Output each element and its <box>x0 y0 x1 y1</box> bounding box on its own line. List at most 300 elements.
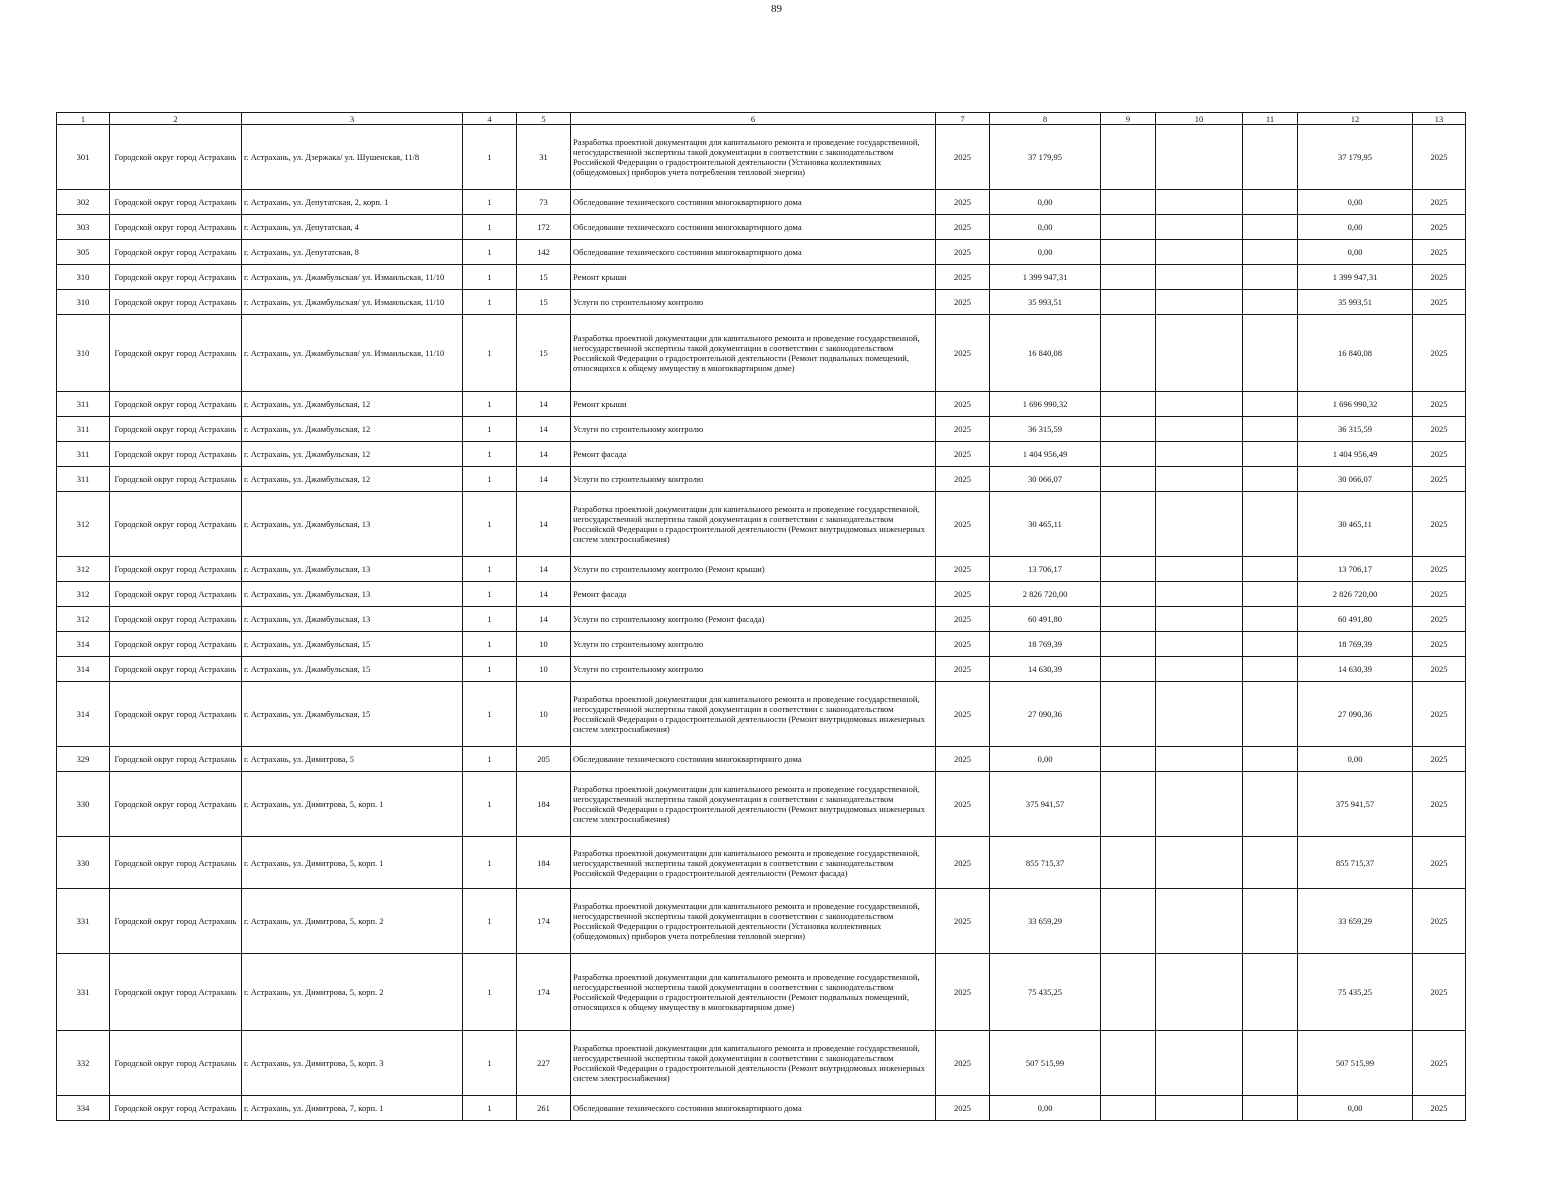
table-row <box>57 125 1466 190</box>
col9-cell <box>1101 290 1156 315</box>
total-cell: 33 659,29 <box>1298 889 1413 954</box>
table-row <box>57 1096 1466 1121</box>
year-end-cell: 2025 <box>1413 492 1466 557</box>
col4-cell: 1 <box>463 582 517 607</box>
table-row <box>57 607 1466 632</box>
column-header: 3 <box>242 113 463 125</box>
col4-cell: 1 <box>463 954 517 1031</box>
total-cell: 0,00 <box>1298 240 1413 265</box>
year-cell: 2025 <box>936 632 990 657</box>
col10-cell <box>1156 682 1243 747</box>
col11-cell <box>1243 125 1298 190</box>
col5-cell: 15 <box>517 290 571 315</box>
municipality-cell: Городской округ город Астрахань <box>110 954 242 1031</box>
col9-cell <box>1101 215 1156 240</box>
work-type-cell: Разработка проектной документации для капитального ремонта и проведение государственной, негосударственной экспертизы такой документации в соответствии с законодательством Российской Федерации о градостроительной деятельности (Ремонт подвальных помещений, относящихся к общему имуществу в многоквартирном доме) <box>571 315 936 392</box>
municipality-cell: Городской округ город Астрахань <box>110 1096 242 1121</box>
work-type-cell: Обследование технического состояния многоквартирного дома <box>571 747 936 772</box>
address-cell: г. Астрахань, ул. Дзержака/ ул. Шушенская, 11/8 <box>242 125 463 190</box>
column-header: 2 <box>110 113 242 125</box>
year-cell: 2025 <box>936 392 990 417</box>
table-row <box>57 747 1466 772</box>
col11-cell <box>1243 265 1298 290</box>
table-row <box>57 582 1466 607</box>
row-number-cell: 305 <box>57 240 110 265</box>
year-end-cell: 2025 <box>1413 607 1466 632</box>
col9-cell <box>1101 607 1156 632</box>
year-cell: 2025 <box>936 607 990 632</box>
col10-cell <box>1156 417 1243 442</box>
col9-cell <box>1101 467 1156 492</box>
cost-cell: 1 399 947,31 <box>990 265 1101 290</box>
col9-cell <box>1101 315 1156 392</box>
col4-cell: 1 <box>463 607 517 632</box>
col5-cell: 14 <box>517 417 571 442</box>
table-row <box>57 265 1466 290</box>
total-cell: 75 435,25 <box>1298 954 1413 1031</box>
row-number-cell: 301 <box>57 125 110 190</box>
col4-cell: 1 <box>463 190 517 215</box>
column-header: 8 <box>990 113 1101 125</box>
row-number-cell: 310 <box>57 265 110 290</box>
municipality-cell: Городской округ город Астрахань <box>110 582 242 607</box>
col11-cell <box>1243 682 1298 747</box>
address-cell: г. Астрахань, ул. Джамбульская, 15 <box>242 682 463 747</box>
total-cell: 2 826 720,00 <box>1298 582 1413 607</box>
col5-cell: 31 <box>517 125 571 190</box>
col9-cell <box>1101 442 1156 467</box>
address-cell: г. Астрахань, ул. Джамбульская/ ул. Измаильская, 11/10 <box>242 265 463 290</box>
municipality-cell: Городской округ город Астрахань <box>110 392 242 417</box>
col4-cell: 1 <box>463 392 517 417</box>
col10-cell <box>1156 315 1243 392</box>
address-cell: г. Астрахань, ул. Димитрова, 5, корп. 2 <box>242 954 463 1031</box>
year-end-cell: 2025 <box>1413 1031 1466 1096</box>
municipality-cell: Городской округ город Астрахань <box>110 125 242 190</box>
year-cell: 2025 <box>936 265 990 290</box>
cost-cell: 75 435,25 <box>990 954 1101 1031</box>
table-header <box>57 113 1466 125</box>
cost-cell: 1 404 956,49 <box>990 442 1101 467</box>
table-row <box>57 772 1466 837</box>
municipality-cell: Городской округ город Астрахань <box>110 772 242 837</box>
year-end-cell: 2025 <box>1413 442 1466 467</box>
col11-cell <box>1243 417 1298 442</box>
col4-cell: 1 <box>463 772 517 837</box>
col9-cell <box>1101 190 1156 215</box>
cost-cell: 507 515,99 <box>990 1031 1101 1096</box>
municipality-cell: Городской округ город Астрахань <box>110 417 242 442</box>
work-type-cell: Услуги по строительному контролю (Ремонт крыши) <box>571 557 936 582</box>
cost-cell: 0,00 <box>990 190 1101 215</box>
cost-cell: 0,00 <box>990 1096 1101 1121</box>
col10-cell <box>1156 557 1243 582</box>
year-end-cell: 2025 <box>1413 190 1466 215</box>
col9-cell <box>1101 1096 1156 1121</box>
work-type-cell: Услуги по строительному контролю <box>571 467 936 492</box>
col10-cell <box>1156 467 1243 492</box>
year-cell: 2025 <box>936 1031 990 1096</box>
col9-cell <box>1101 747 1156 772</box>
work-type-cell: Ремонт фасада <box>571 582 936 607</box>
col10-cell <box>1156 392 1243 417</box>
year-end-cell: 2025 <box>1413 215 1466 240</box>
cost-cell: 37 179,95 <box>990 125 1101 190</box>
table-row <box>57 557 1466 582</box>
row-number-cell: 303 <box>57 215 110 240</box>
table-row <box>57 290 1466 315</box>
col5-cell: 15 <box>517 265 571 290</box>
work-type-cell: Разработка проектной документации для капитального ремонта и проведение государственной, негосударственной экспертизы такой документации в соответствии с законодательством Российской Федерации о градостроительной деятельности (Ремонт подвальных помещений, относящихся к общему имуществу в многоквартирном доме) <box>571 954 936 1031</box>
address-cell: г. Астрахань, ул. Димитрова, 5, корп. 1 <box>242 772 463 837</box>
total-cell: 18 769,39 <box>1298 632 1413 657</box>
table-row <box>57 657 1466 682</box>
column-header: 5 <box>517 113 571 125</box>
col10-cell <box>1156 215 1243 240</box>
year-cell: 2025 <box>936 417 990 442</box>
col10-cell <box>1156 747 1243 772</box>
row-number-cell: 312 <box>57 557 110 582</box>
col4-cell: 1 <box>463 632 517 657</box>
cost-cell: 0,00 <box>990 240 1101 265</box>
col4-cell: 1 <box>463 215 517 240</box>
work-type-cell: Услуги по строительному контролю (Ремонт фасада) <box>571 607 936 632</box>
col5-cell: 205 <box>517 747 571 772</box>
municipality-cell: Городской округ город Астрахань <box>110 265 242 290</box>
col11-cell <box>1243 657 1298 682</box>
col5-cell: 15 <box>517 315 571 392</box>
work-type-cell: Услуги по строительному контролю <box>571 290 936 315</box>
table-row <box>57 632 1466 657</box>
municipality-cell: Городской округ город Астрахань <box>110 492 242 557</box>
row-number-cell: 310 <box>57 290 110 315</box>
col9-cell <box>1101 657 1156 682</box>
col9-cell <box>1101 417 1156 442</box>
column-header: 13 <box>1413 113 1466 125</box>
col10-cell <box>1156 1096 1243 1121</box>
col10-cell <box>1156 1031 1243 1096</box>
address-cell: г. Астрахань, ул. Джамбульская/ ул. Измаильская, 11/10 <box>242 315 463 392</box>
col10-cell <box>1156 265 1243 290</box>
col5-cell: 73 <box>517 190 571 215</box>
row-number-cell: 331 <box>57 889 110 954</box>
cost-cell: 375 941,57 <box>990 772 1101 837</box>
table-row <box>57 442 1466 467</box>
year-end-cell: 2025 <box>1413 265 1466 290</box>
col5-cell: 14 <box>517 557 571 582</box>
work-type-cell: Услуги по строительному контролю <box>571 417 936 442</box>
work-type-cell: Разработка проектной документации для капитального ремонта и проведение государственной, негосударственной экспертизы такой документации в соответствии с законодательством Российской Федерации о градостроительной деятельности (Установка коллективных (общедомовых) приборов учета потребления тепловой энергии) <box>571 889 936 954</box>
total-cell: 0,00 <box>1298 190 1413 215</box>
year-cell: 2025 <box>936 657 990 682</box>
cost-cell: 0,00 <box>990 747 1101 772</box>
col11-cell <box>1243 315 1298 392</box>
col10-cell <box>1156 954 1243 1031</box>
work-type-cell: Разработка проектной документации для капитального ремонта и проведение государственной, негосударственной экспертизы такой документации в соответствии с законодательством Российской Федерации о градостроительной деятельности (Ремонт внутридомовых инженерных систем электроснабжения) <box>571 492 936 557</box>
column-header: 11 <box>1243 113 1298 125</box>
total-cell: 855 715,37 <box>1298 837 1413 889</box>
cost-cell: 36 315,59 <box>990 417 1101 442</box>
col9-cell <box>1101 125 1156 190</box>
municipality-cell: Городской округ город Астрахань <box>110 607 242 632</box>
work-type-cell: Разработка проектной документации для капитального ремонта и проведение государственной, негосударственной экспертизы такой документации в соответствии с законодательством Российской Федерации о градостроительной деятельности (Ремонт фасада) <box>571 837 936 889</box>
col10-cell <box>1156 125 1243 190</box>
work-type-cell: Разработка проектной документации для капитального ремонта и проведение государственной, негосударственной экспертизы такой документации в соответствии с законодательством Российской Федерации о градостроительной деятельности (Ремонт внутридомовых инженерных систем электроснабжения) <box>571 772 936 837</box>
row-number-cell: 314 <box>57 657 110 682</box>
col9-cell <box>1101 954 1156 1031</box>
col10-cell <box>1156 290 1243 315</box>
col4-cell: 1 <box>463 837 517 889</box>
col5-cell: 172 <box>517 215 571 240</box>
municipality-cell: Городской округ город Астрахань <box>110 632 242 657</box>
col11-cell <box>1243 557 1298 582</box>
column-header: 1 <box>57 113 110 125</box>
table-row <box>57 837 1466 889</box>
municipality-cell: Городской округ город Астрахань <box>110 889 242 954</box>
address-cell: г. Астрахань, ул. Джамбульская, 12 <box>242 417 463 442</box>
table-row <box>57 417 1466 442</box>
col5-cell: 14 <box>517 492 571 557</box>
address-cell: г. Астрахань, ул. Димитрова, 5, корп. 1 <box>242 837 463 889</box>
row-number-cell: 331 <box>57 954 110 1031</box>
row-number-cell: 311 <box>57 442 110 467</box>
year-cell: 2025 <box>936 467 990 492</box>
col11-cell <box>1243 392 1298 417</box>
table-row <box>57 315 1466 392</box>
total-cell: 0,00 <box>1298 747 1413 772</box>
municipality-cell: Городской округ город Астрахань <box>110 240 242 265</box>
col5-cell: 10 <box>517 682 571 747</box>
table-row <box>57 392 1466 417</box>
year-cell: 2025 <box>936 290 990 315</box>
col11-cell <box>1243 240 1298 265</box>
row-number-cell: 311 <box>57 417 110 442</box>
table-row <box>57 889 1466 954</box>
col10-cell <box>1156 837 1243 889</box>
total-cell: 16 840,08 <box>1298 315 1413 392</box>
col4-cell: 1 <box>463 417 517 442</box>
col5-cell: 14 <box>517 607 571 632</box>
col4-cell: 1 <box>463 442 517 467</box>
cost-cell: 855 715,37 <box>990 837 1101 889</box>
year-cell: 2025 <box>936 582 990 607</box>
municipality-cell: Городской округ город Астрахань <box>110 1031 242 1096</box>
year-end-cell: 2025 <box>1413 837 1466 889</box>
total-cell: 0,00 <box>1298 215 1413 240</box>
year-end-cell: 2025 <box>1413 392 1466 417</box>
address-cell: г. Астрахань, ул. Депутатская, 8 <box>242 240 463 265</box>
col4-cell: 1 <box>463 682 517 747</box>
col11-cell <box>1243 492 1298 557</box>
col10-cell <box>1156 442 1243 467</box>
col10-cell <box>1156 582 1243 607</box>
work-type-cell: Обследование технического состояния многоквартирного дома <box>571 215 936 240</box>
cost-cell: 2 826 720,00 <box>990 582 1101 607</box>
cost-cell: 27 090,36 <box>990 682 1101 747</box>
col5-cell: 261 <box>517 1096 571 1121</box>
col11-cell <box>1243 442 1298 467</box>
row-number-cell: 334 <box>57 1096 110 1121</box>
address-cell: г. Астрахань, ул. Димитрова, 5, корп. 2 <box>242 889 463 954</box>
address-cell: г. Астрахань, ул. Депутатская, 2, корп. 1 <box>242 190 463 215</box>
col9-cell <box>1101 889 1156 954</box>
col11-cell <box>1243 1096 1298 1121</box>
row-number-cell: 310 <box>57 315 110 392</box>
address-cell: г. Астрахань, ул. Джамбульская, 13 <box>242 607 463 632</box>
table-row <box>57 190 1466 215</box>
year-end-cell: 2025 <box>1413 240 1466 265</box>
year-cell: 2025 <box>936 492 990 557</box>
col11-cell <box>1243 215 1298 240</box>
table-body <box>57 125 1466 1121</box>
col5-cell: 174 <box>517 954 571 1031</box>
col5-cell: 184 <box>517 772 571 837</box>
col4-cell: 1 <box>463 1031 517 1096</box>
col5-cell: 14 <box>517 582 571 607</box>
total-cell: 1 696 990,32 <box>1298 392 1413 417</box>
col5-cell: 227 <box>517 1031 571 1096</box>
municipality-cell: Городской округ город Астрахань <box>110 557 242 582</box>
municipality-cell: Городской округ город Астрахань <box>110 315 242 392</box>
cost-cell: 30 066,07 <box>990 467 1101 492</box>
page-number: 89 <box>771 3 782 15</box>
year-cell: 2025 <box>936 1096 990 1121</box>
total-cell: 60 491,80 <box>1298 607 1413 632</box>
address-cell: г. Астрахань, ул. Джамбульская, 13 <box>242 582 463 607</box>
cost-cell: 0,00 <box>990 215 1101 240</box>
municipality-cell: Городской округ город Астрахань <box>110 290 242 315</box>
row-number-cell: 302 <box>57 190 110 215</box>
col10-cell <box>1156 492 1243 557</box>
col5-cell: 14 <box>517 467 571 492</box>
column-number-row <box>57 113 1466 125</box>
col10-cell <box>1156 889 1243 954</box>
address-cell: г. Астрахань, ул. Джамбульская, 12 <box>242 442 463 467</box>
address-cell: г. Астрахань, ул. Депутатская, 4 <box>242 215 463 240</box>
row-number-cell: 311 <box>57 392 110 417</box>
work-type-cell: Ремонт крыши <box>571 392 936 417</box>
year-end-cell: 2025 <box>1413 1096 1466 1121</box>
row-number-cell: 312 <box>57 607 110 632</box>
year-end-cell: 2025 <box>1413 682 1466 747</box>
column-header: 7 <box>936 113 990 125</box>
year-end-cell: 2025 <box>1413 290 1466 315</box>
year-end-cell: 2025 <box>1413 747 1466 772</box>
row-number-cell: 330 <box>57 772 110 837</box>
address-cell: г. Астрахань, ул. Джамбульская, 15 <box>242 632 463 657</box>
year-end-cell: 2025 <box>1413 315 1466 392</box>
col11-cell <box>1243 1031 1298 1096</box>
year-cell: 2025 <box>936 125 990 190</box>
col11-cell <box>1243 747 1298 772</box>
col11-cell <box>1243 582 1298 607</box>
work-type-cell: Ремонт фасада <box>571 442 936 467</box>
col5-cell: 174 <box>517 889 571 954</box>
total-cell: 27 090,36 <box>1298 682 1413 747</box>
col10-cell <box>1156 190 1243 215</box>
cost-cell: 35 993,51 <box>990 290 1101 315</box>
col10-cell <box>1156 240 1243 265</box>
year-end-cell: 2025 <box>1413 889 1466 954</box>
col11-cell <box>1243 837 1298 889</box>
table-row <box>57 682 1466 747</box>
col11-cell <box>1243 190 1298 215</box>
work-type-cell: Разработка проектной документации для капитального ремонта и проведение государственной, негосударственной экспертизы такой документации в соответствии с законодательством Российской Федерации о градостроительной деятельности (Ремонт внутридомовых инженерных систем электроснабжения) <box>571 1031 936 1096</box>
cost-cell: 60 491,80 <box>990 607 1101 632</box>
municipality-cell: Городской округ город Астрахань <box>110 215 242 240</box>
col4-cell: 1 <box>463 125 517 190</box>
col9-cell <box>1101 682 1156 747</box>
work-type-cell: Разработка проектной документации для капитального ремонта и проведение государственной, негосударственной экспертизы такой документации в соответствии с законодательством Российской Федерации о градостроительной деятельности (Установка коллективных (общедомовых) приборов учета потребления тепловой энергии) <box>571 125 936 190</box>
total-cell: 14 630,39 <box>1298 657 1413 682</box>
year-end-cell: 2025 <box>1413 657 1466 682</box>
year-cell: 2025 <box>936 240 990 265</box>
year-cell: 2025 <box>936 557 990 582</box>
year-cell: 2025 <box>936 747 990 772</box>
cost-cell: 13 706,17 <box>990 557 1101 582</box>
row-number-cell: 314 <box>57 632 110 657</box>
table-row <box>57 954 1466 1031</box>
col10-cell <box>1156 607 1243 632</box>
cost-cell: 16 840,08 <box>990 315 1101 392</box>
cost-cell: 18 769,39 <box>990 632 1101 657</box>
year-cell: 2025 <box>936 190 990 215</box>
table-row <box>57 215 1466 240</box>
col5-cell: 10 <box>517 632 571 657</box>
col10-cell <box>1156 657 1243 682</box>
col11-cell <box>1243 772 1298 837</box>
total-cell: 30 465,11 <box>1298 492 1413 557</box>
total-cell: 13 706,17 <box>1298 557 1413 582</box>
year-end-cell: 2025 <box>1413 632 1466 657</box>
row-number-cell: 312 <box>57 492 110 557</box>
column-header: 6 <box>571 113 936 125</box>
work-type-cell: Услуги по строительному контролю <box>571 657 936 682</box>
col4-cell: 1 <box>463 467 517 492</box>
column-header: 9 <box>1101 113 1156 125</box>
total-cell: 30 066,07 <box>1298 467 1413 492</box>
year-cell: 2025 <box>936 682 990 747</box>
address-cell: г. Астрахань, ул. Джамбульская, 13 <box>242 492 463 557</box>
col11-cell <box>1243 290 1298 315</box>
col5-cell: 14 <box>517 392 571 417</box>
col4-cell: 1 <box>463 557 517 582</box>
year-end-cell: 2025 <box>1413 772 1466 837</box>
col9-cell <box>1101 837 1156 889</box>
cost-cell: 1 696 990,32 <box>990 392 1101 417</box>
col11-cell <box>1243 954 1298 1031</box>
col4-cell: 1 <box>463 657 517 682</box>
address-cell: г. Астрахань, ул. Джамбульская, 12 <box>242 392 463 417</box>
col9-cell <box>1101 240 1156 265</box>
municipality-cell: Городской округ город Астрахань <box>110 682 242 747</box>
municipality-cell: Городской округ город Астрахань <box>110 837 242 889</box>
col9-cell <box>1101 582 1156 607</box>
col4-cell: 1 <box>463 315 517 392</box>
row-number-cell: 312 <box>57 582 110 607</box>
col5-cell: 184 <box>517 837 571 889</box>
work-type-cell: Разработка проектной документации для капитального ремонта и проведение государственной, негосударственной экспертизы такой документации в соответствии с законодательством Российской Федерации о градостроительной деятельности (Ремонт внутридомовых инженерных систем электроснабжения) <box>571 682 936 747</box>
address-cell: г. Астрахань, ул. Димитрова, 5, корп. 3 <box>242 1031 463 1096</box>
table-row <box>57 467 1466 492</box>
total-cell: 1 404 956,49 <box>1298 442 1413 467</box>
column-header: 12 <box>1298 113 1413 125</box>
municipality-cell: Городской округ город Астрахань <box>110 657 242 682</box>
municipality-cell: Городской округ город Астрахань <box>110 467 242 492</box>
municipality-cell: Городской округ город Астрахань <box>110 747 242 772</box>
work-type-cell: Обследование технического состояния многоквартирного дома <box>571 190 936 215</box>
cost-cell: 14 630,39 <box>990 657 1101 682</box>
